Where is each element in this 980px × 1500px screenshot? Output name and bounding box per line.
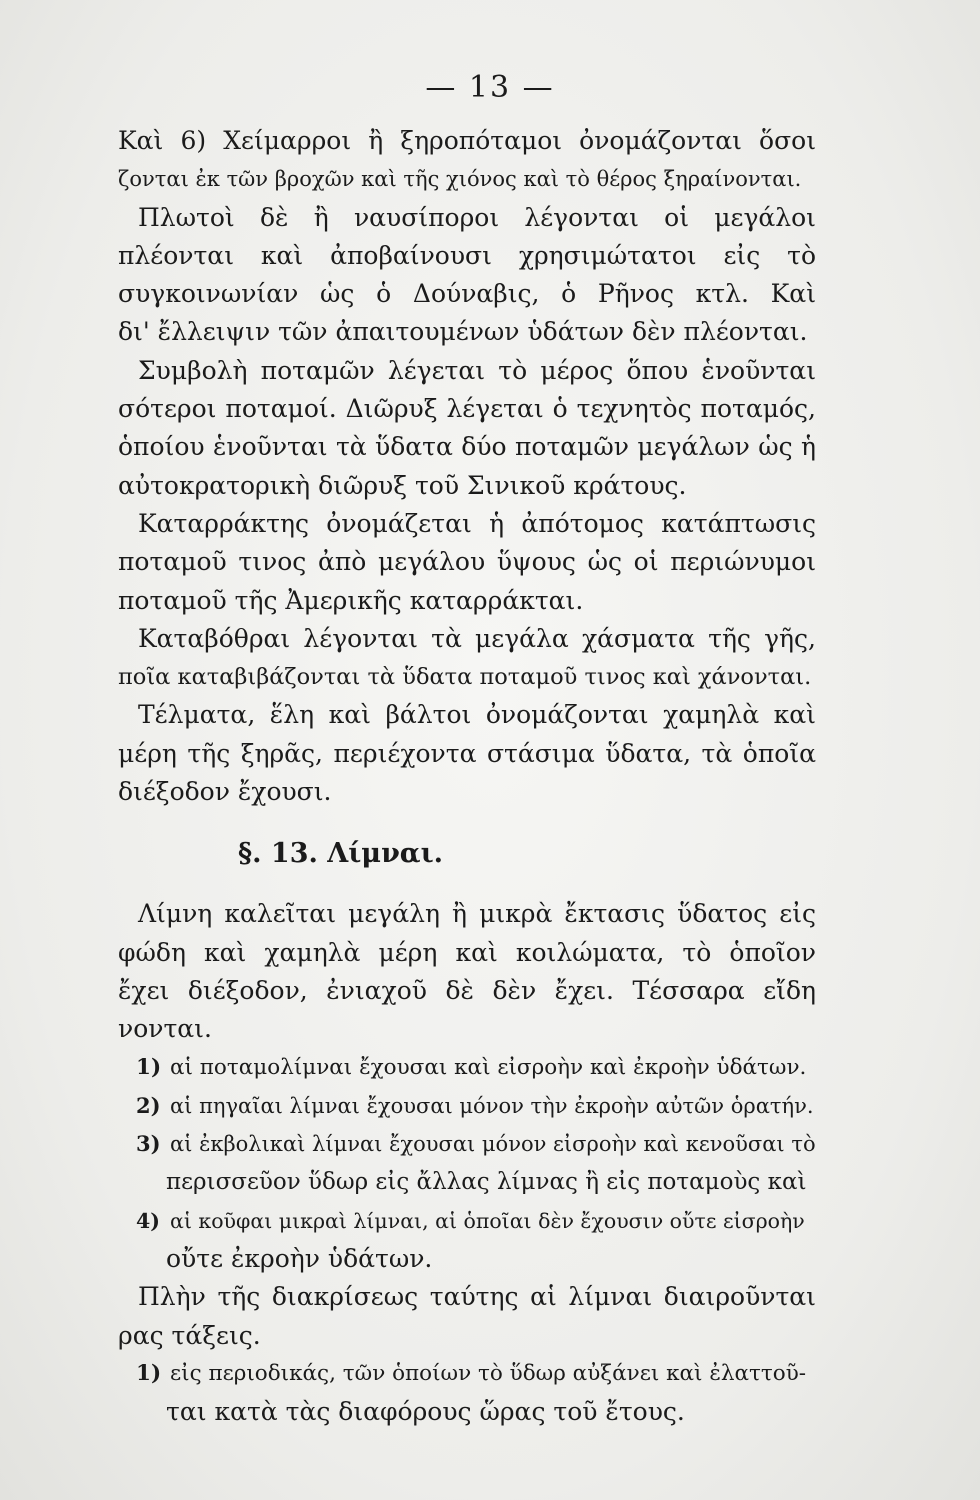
text-line: Καὶ 6) Χείμαρροι ἢ ξηροπόταμοι ὀνομάζονται ὅσοι xyxy=(118,126,816,155)
text-line: ποῖα καταβιβάζονται τὰ ὕδατα ποταμοῦ τινος καὶ χάνονται. xyxy=(118,664,812,691)
text-line: ὁποίου ἑνοῦνται τὰ ὕδατα δύο ποταμῶν μεγάλων ὡς ἡ xyxy=(118,432,816,462)
list-number: 1) xyxy=(136,1360,162,1386)
list-number: 2) xyxy=(136,1092,161,1118)
paragraph-confluence xyxy=(118,352,816,505)
text-line: Συμβολὴ ποταμῶν λέγεται τὸ μέρος ὅπου ἑνοῦνται xyxy=(138,355,816,385)
paragraph-torrents xyxy=(118,122,816,199)
list-text: αἱ ποταμολίμναι ἔχουσαι καὶ εἰσροὴν καὶ ἐκροὴν ὑδάτων. xyxy=(170,1054,807,1080)
paragraph-marshes xyxy=(118,696,816,811)
text-line: φώδη καὶ χαμηλὰ μέρη καὶ κοιλώματα, τὸ ὁποῖον xyxy=(118,937,816,967)
text-line: ρας τάξεις. xyxy=(118,1320,261,1350)
text-line: σότεροι ποταμοί. Διῶρυξ λέγεται ὁ τεχνητὸς ποταμός, xyxy=(118,394,816,424)
lake-classes-list xyxy=(118,1355,816,1432)
text-line: αὐτοκρατορικὴ διῶρυξ τοῦ Σινικοῦ κράτους. xyxy=(118,470,687,500)
list-item xyxy=(118,1087,816,1125)
text-line: Καταρράκτης ὀνομάζεται ἡ ἀπότομος κατάπτωσις xyxy=(138,508,816,538)
text-line: πλέονται καὶ ἀποβαίνουσι χρησιμώτατοι εἰς τὸ xyxy=(118,240,816,270)
list-text-continued: περισσεῦον ὕδωρ εἰς ἄλλας λίμνας ἢ εἰς ποταμοὺς καὶ xyxy=(166,1169,807,1196)
paragraph-lake-classes xyxy=(118,1278,816,1355)
list-text-continued: οὔτε ἐκροὴν ὑδάτων. xyxy=(166,1244,433,1274)
list-item xyxy=(118,1202,816,1240)
list-number: 3) xyxy=(136,1131,161,1157)
page-number: — 13 — xyxy=(425,70,555,105)
list-number: 4) xyxy=(136,1208,160,1233)
text-line: ποταμοῦ τῆς Ἀμερικῆς καταρράκται. xyxy=(118,585,584,615)
paragraph-navigable-rivers xyxy=(118,199,816,352)
text-line: Καταβόθραι λέγονται τὰ μεγάλα χάσματα τῆς γῆς, xyxy=(138,623,816,653)
text-line: Λίμνη καλεῖται μεγάλη ἢ μικρὰ ἔκτασις ὕδατος εἰς xyxy=(138,899,816,929)
text-line: Πλωτοὶ δὲ ἢ ναυσίποροι λέγονται οἱ μεγάλοι xyxy=(138,202,816,232)
list-text: αἱ ἐκβολικαὶ λίμναι ἔχουσαι μόνον εἰσροὴν καὶ κενοῦσαι τὸ xyxy=(170,1132,816,1157)
text-line: νονται. xyxy=(118,1014,212,1044)
list-text: αἱ κοῦφαι μικραὶ λίμναι, αἱ ὁποῖαι δὲν ἔχουσιν οὔτε εἰσροὴν xyxy=(170,1208,805,1233)
list-text: εἰς περιοδικάς, τῶν ὁποίων τὸ ὕδωρ αὐξάνει καὶ ἐλαττοῦ- xyxy=(170,1360,807,1386)
text-line: Πλὴν τῆς διακρίσεως ταύτης αἱ λίμναι διαιροῦνται xyxy=(138,1282,816,1312)
list-item xyxy=(118,1125,816,1163)
text-line: ἔχει διέξοδον, ἐνιαχοῦ δὲ δὲν ἔχει. Τέσσαρα εἴδη xyxy=(118,975,816,1005)
list-text: αἱ πηγαῖαι λίμναι ἔχουσαι μόνον τὴν ἐκροὴν αὐτῶν ὁρατήν. xyxy=(170,1093,814,1118)
paragraph-lake-definition xyxy=(118,895,816,1048)
list-item xyxy=(118,1355,816,1393)
page-body xyxy=(118,122,816,1432)
list-number: 1) xyxy=(136,1054,162,1080)
list-text-continued: ται κατὰ τὰς διαφόρους ὥρας τοῦ ἔτους. xyxy=(166,1397,685,1427)
text-line: ποταμοῦ τινος ἀπὸ μεγάλου ὕψους ὡς οἱ περιώνυμοι xyxy=(118,547,816,577)
section-heading: §. 13. Λίμναι. xyxy=(238,838,444,870)
text-line: δι' ἔλλειψιν τῶν ἀπαιτουμένων ὑδάτων δὲν πλέονται. xyxy=(118,317,808,347)
text-line: ζονται ἐκ τῶν βροχῶν καὶ τῆς χιόνος καὶ τὸ θέρος ξηραίνονται. xyxy=(118,167,802,192)
text-line: συγκοινωνίαν ὡς ὁ Δούναβις, ὁ Ρῆνος κτλ. Καὶ xyxy=(118,279,816,309)
list-item xyxy=(118,1049,816,1087)
paragraph-waterfall xyxy=(118,505,816,620)
text-line: διέξοδον ἔχουσι. xyxy=(118,777,332,807)
paragraph-sinkholes xyxy=(118,620,816,697)
text-line: μέρη τῆς ξηρᾶς, περιέχοντα στάσιμα ὕδατα, τὰ ὁποῖα xyxy=(118,738,816,768)
lake-types-list xyxy=(118,1049,816,1279)
text-line: Τέλματα, ἕλη καὶ βάλτοι ὀνομάζονται χαμηλὰ καὶ xyxy=(138,700,816,730)
